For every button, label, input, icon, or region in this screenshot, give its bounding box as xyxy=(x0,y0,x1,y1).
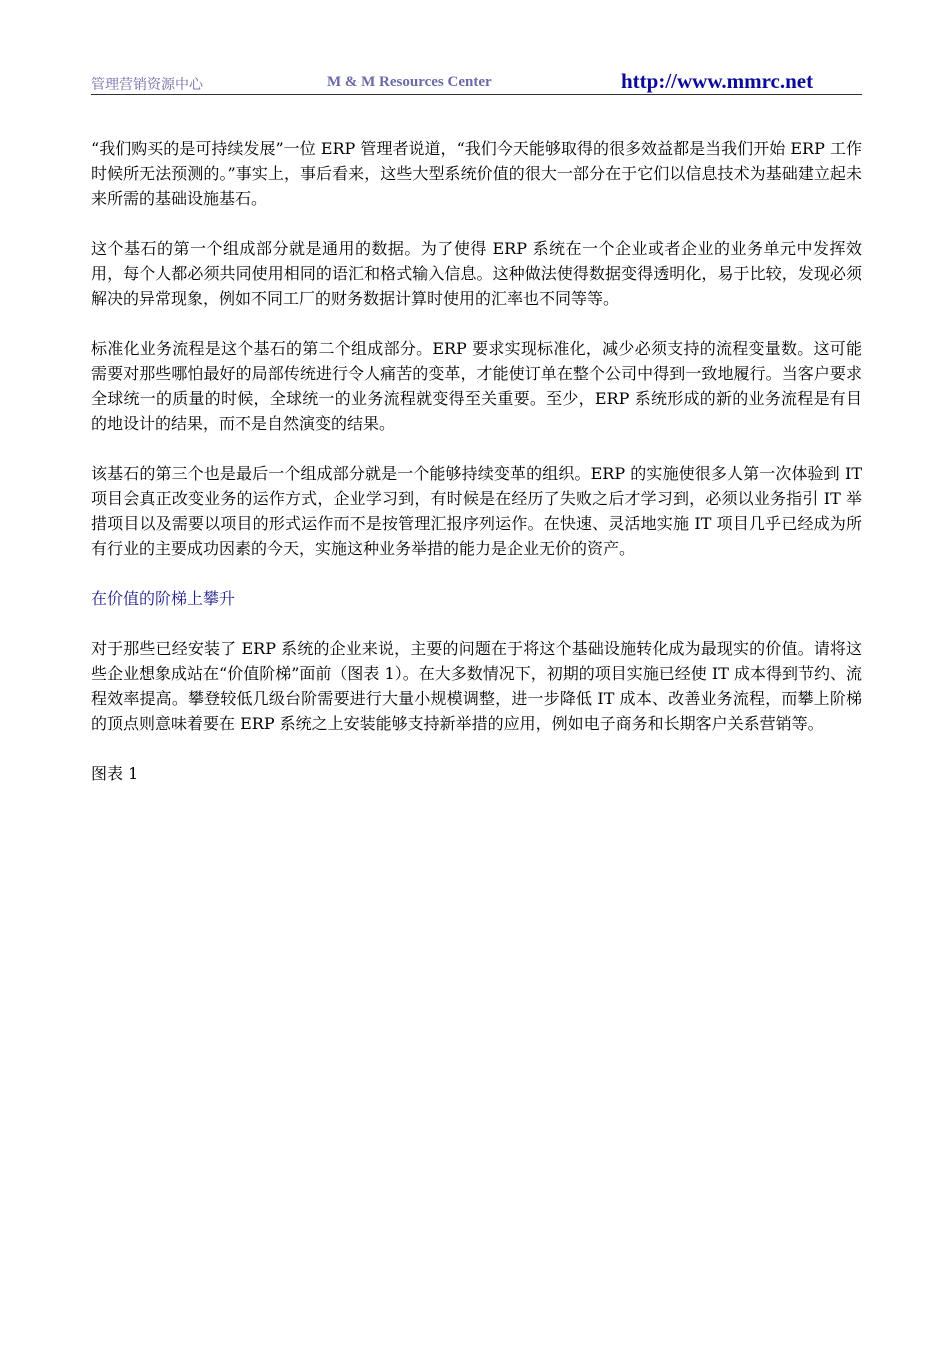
section-heading: 在价值的阶梯上攀升 xyxy=(91,589,236,608)
body-paragraph-3: 标准化业务流程是这个基石的第二个组成部分。ERP 要求实现标准化，减少必须支持的流程变量数。这可能需要对那些哪怕最好的局部传统进行令人痛苦的变革，才能使订单在整个公司中得到一致地履行。当客户要求全球统一的质量的时候，全球统一的业务流程就变得至关重要。至少，ERP 系统形成的新的业务流程是有目的地设计的结果，而不是自然演变的结果。 xyxy=(91,339,862,433)
section-paragraph: 对于那些已经安装了 ERP 系统的企业来说，主要的问题在于将这个基础设施转化成为最现实的价值。请将这些企业想象成站在“价值阶梯”面前（图表 1）。在大多数情况下，初期的项目实施已经使 IT 成本得到节约、流程效率提高。攀登较低几级台阶需要进行大量小规模调整，进一步降低 IT 成本、改善业务流程，而攀上阶梯的顶点则意味着要在 ERP 系统之上安装能够支持新举措的应用，例如电子商务和长期客户关系营销等。 xyxy=(91,639,862,733)
header-url-link[interactable]: http://www.mmrc.net xyxy=(621,69,814,93)
figure-caption: 图表 1 xyxy=(91,764,139,783)
body-paragraph-1: “我们购买的是可持续发展”一位 ERP 管理者说道，“我们今天能够取得的很多效益都是当我们开始 ERP 工作时候所无法预测的。”事实上，事后看来，这些大型系统价值的很大一部分在于它们以信息技术为基础建立起未来所需的基础设施基石。 xyxy=(91,139,862,208)
body-paragraph-4: 该基石的第三个也是最后一个组成部分就是一个能够持续变革的组织。ERP 的实施使很多人第一次体验到 IT 项目会真正改变业务的运作方式，企业学习到，有时候是在经历了失败之后才学习到，必须以业务指引 IT 举措项目以及需要以项目的形式运作而不是按管理汇报序列运作。在快速、灵活地实施 IT 项目几乎已经成为所有行业的主要成功因素的今天，实施这种业务举措的能力是企业无价的资产。 xyxy=(91,464,862,558)
page-header xyxy=(91,68,862,95)
body-paragraph-2: 这个基石的第一个组成部分就是通用的数据。为了使得 ERP 系统在一个企业或者企业的业务单元中发挥效用，每个人都必须共同使用相同的语汇和格式输入信息。这种做法使得数据变得透明化，易于比较，发现必须解决的异常现象，例如不同工厂的财务数据计算时使用的汇率也不同等等。 xyxy=(91,239,862,308)
header-org-name-cn: 管理营销资源中心 xyxy=(91,77,203,93)
document-body xyxy=(91,136,862,786)
header-org-name-en: M & M Resources Center xyxy=(327,74,492,90)
